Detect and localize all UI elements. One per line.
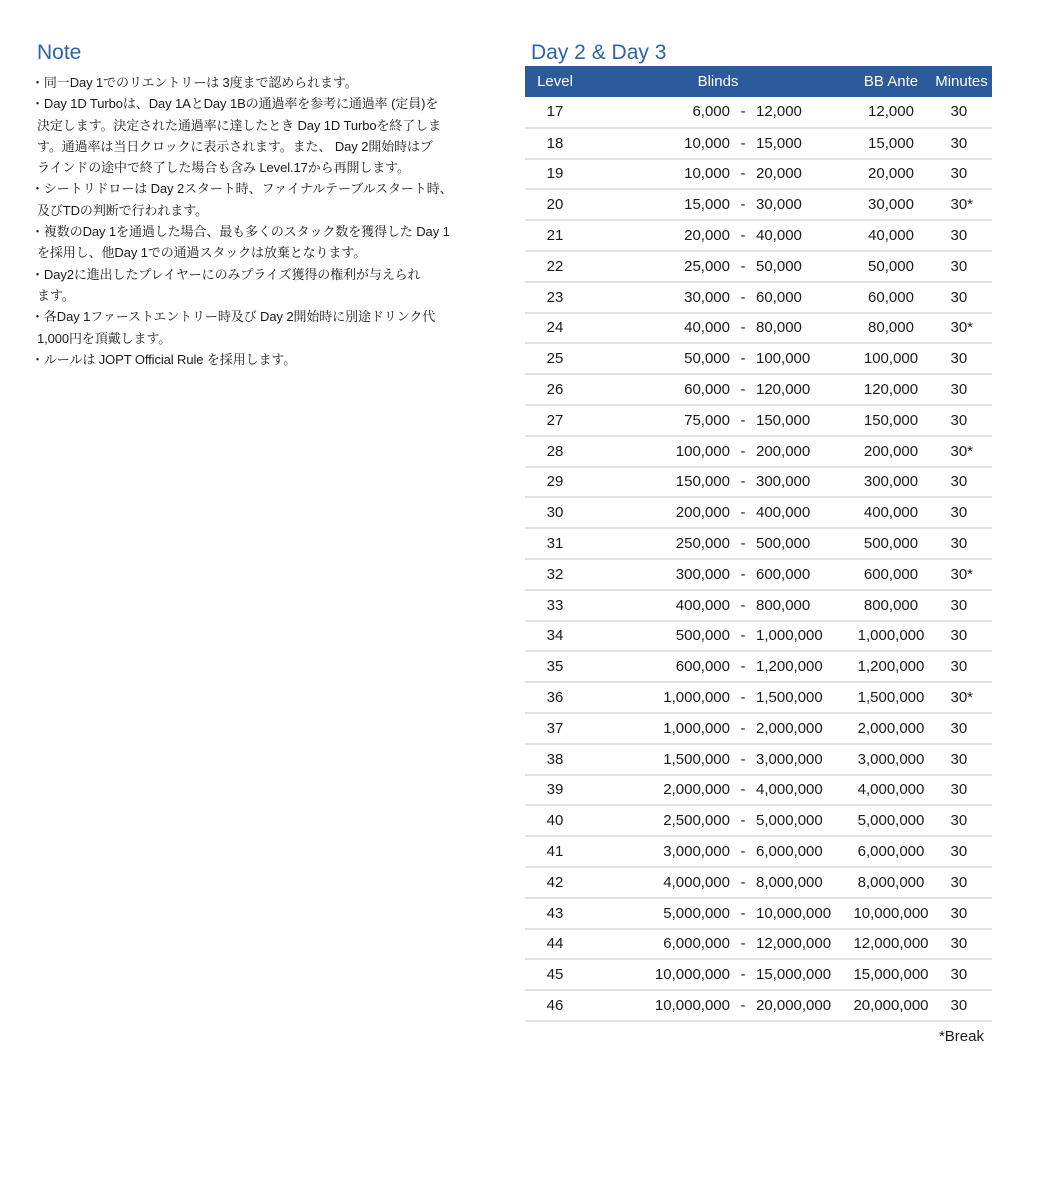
- table-row: [525, 497, 992, 528]
- small-blind-cell: 10,000: [684, 134, 730, 152]
- minutes-value: 30: [950, 473, 968, 491]
- big-blind-cell: 3,000,000: [756, 750, 823, 768]
- level-cell: 30: [546, 504, 564, 522]
- minutes-value: 30*: [950, 689, 974, 707]
- small-blind-cell: 5,000,000: [663, 904, 730, 922]
- level-cell: 21: [546, 227, 564, 245]
- blinds-separator: -: [740, 442, 746, 460]
- table-row: [525, 898, 992, 929]
- small-blind-cell: 60,000: [684, 381, 730, 399]
- blinds-separator: -: [740, 627, 746, 645]
- small-blind-cell: 10,000,000: [654, 997, 730, 1014]
- small-blind-cell: 2,500,000: [663, 812, 730, 830]
- bb-ante-cell: 150,000: [863, 411, 919, 429]
- blinds-separator: -: [740, 165, 746, 183]
- minutes-value: 30: [950, 504, 968, 522]
- level-cell: 22: [546, 257, 564, 275]
- big-blind-cell: 12,000,000: [756, 935, 832, 953]
- minutes-value: 30: [950, 165, 968, 183]
- small-blind-cell: 1,000,000: [663, 719, 730, 737]
- table-row: [525, 651, 992, 682]
- minutes-cell: [931, 682, 992, 713]
- blinds-separator: -: [740, 689, 746, 707]
- big-blind-cell: 30,000: [756, 196, 802, 214]
- note-line: ます。: [37, 287, 75, 303]
- level-cell: 44: [546, 935, 564, 953]
- small-blind-cell: 600,000: [675, 658, 730, 676]
- big-blind-cell: 6,000,000: [756, 843, 823, 861]
- blinds-separator: -: [740, 781, 746, 799]
- bb-ante-cell: 300,000: [863, 473, 919, 491]
- note-line: ・同一Day 1でのリエントリーは 3度まで認められます。: [31, 75, 358, 90]
- table-row: [525, 590, 992, 621]
- minutes-cell: [931, 590, 992, 621]
- big-blind-cell: 300,000: [756, 473, 811, 491]
- minutes-cell: [931, 805, 992, 836]
- minutes-cell: [931, 374, 992, 405]
- big-blind-cell: 400,000: [756, 504, 811, 522]
- minutes-cell: [931, 189, 992, 220]
- minutes-value: 30: [950, 411, 968, 429]
- minutes-value: 30: [950, 935, 968, 953]
- bb-ante-cell: 60,000: [868, 288, 914, 306]
- small-blind-cell: 10,000,000: [654, 966, 730, 984]
- small-blind-cell: 500,000: [675, 627, 730, 645]
- big-blind-cell: 1,200,000: [756, 658, 823, 676]
- minutes-cell: [931, 282, 992, 313]
- table-row: [525, 713, 992, 744]
- small-blind-cell: 100,000: [675, 442, 730, 460]
- bb-ante-cell: 15,000,000: [853, 966, 929, 984]
- blinds-separator: -: [740, 103, 746, 121]
- small-blind-cell: 1,000,000: [663, 689, 730, 707]
- blinds-separator: -: [740, 504, 746, 522]
- table-row: [525, 744, 992, 775]
- note-line: す。通過率は当日クロックに表示されます。また、 Day 2開始時はブ: [37, 138, 433, 154]
- level-cell: 39: [546, 781, 564, 799]
- table-row: [525, 128, 992, 159]
- minutes-cell: [931, 713, 992, 744]
- big-blind-cell: 800,000: [756, 596, 811, 614]
- small-blind-cell: 300,000: [675, 565, 730, 583]
- break-footnote: *Break: [938, 1027, 984, 1045]
- note-section: [31, 40, 507, 370]
- table-row: [525, 621, 992, 652]
- blinds-separator: -: [740, 535, 746, 553]
- table-row: [525, 159, 992, 190]
- bb-ante-cell: 30,000: [868, 196, 914, 214]
- level-cell: 28: [546, 442, 564, 460]
- small-blind-cell: 20,000: [684, 227, 730, 245]
- blinds-separator: -: [740, 658, 746, 676]
- minutes-value: 30*: [950, 196, 974, 214]
- table-row: [525, 867, 992, 898]
- note-line: ・複数のDay 1を通過した場合、最も多くのスタック数を獲得した Day 1: [31, 224, 450, 240]
- note-line: ・ルールは JOPT Official Rule を採用します。: [31, 351, 297, 367]
- blinds-separator: -: [740, 319, 746, 337]
- note-line: ・各Day 1ファーストエントリー時及び Day 2開始時に別途ドリンク代: [31, 309, 436, 325]
- blinds-separator: -: [740, 196, 746, 214]
- header-row: [525, 66, 992, 97]
- level-cell: 35: [546, 658, 564, 676]
- bb-ante-cell: 4,000,000: [857, 781, 925, 799]
- header-bb-ante: BB Ante: [863, 73, 919, 90]
- blinds-separator: -: [740, 750, 746, 768]
- minutes-value: 30: [950, 658, 968, 676]
- blinds-separator: -: [740, 997, 746, 1014]
- bb-ante-cell: 120,000: [863, 381, 919, 399]
- bb-ante-cell: 40,000: [868, 227, 914, 245]
- blinds-separator: -: [740, 596, 746, 614]
- table-row: [525, 467, 992, 498]
- table-row: [525, 343, 992, 374]
- minutes-value: 30: [950, 966, 968, 984]
- blinds-separator: -: [740, 350, 746, 368]
- bb-ante-cell: 12,000: [868, 103, 914, 121]
- minutes-value: 30: [950, 627, 968, 645]
- big-blind-cell: 50,000: [756, 257, 802, 275]
- level-cell: 46: [546, 997, 564, 1014]
- note-line: ・Day2に進出したプレイヤーにのみプライズ獲得の権利が与えられ: [31, 266, 421, 282]
- blinds-separator: -: [740, 873, 746, 891]
- big-blind-cell: 500,000: [756, 535, 811, 553]
- table-row: [525, 189, 992, 220]
- table-body: [525, 97, 992, 1021]
- minutes-cell: [931, 559, 992, 590]
- minutes-value: 30: [950, 134, 968, 152]
- big-blind-cell: 20,000,000: [756, 997, 832, 1014]
- minutes-cell: [931, 128, 992, 159]
- bb-ante-cell: 800,000: [863, 596, 919, 614]
- blinds-separator: -: [740, 411, 746, 429]
- table-row: [525, 220, 992, 251]
- bb-ante-cell: 400,000: [863, 504, 919, 522]
- small-blind-cell: 40,000: [684, 319, 730, 337]
- big-blind-cell: 15,000: [756, 134, 802, 152]
- small-blind-cell: 2,000,000: [663, 781, 730, 799]
- minutes-cell: [931, 313, 992, 344]
- level-cell: 18: [546, 134, 564, 152]
- big-blind-cell: 150,000: [756, 411, 811, 429]
- level-cell: 27: [546, 411, 564, 429]
- level-cell: 45: [546, 966, 564, 984]
- minutes-value: 30: [950, 812, 968, 830]
- small-blind-cell: 25,000: [684, 257, 730, 275]
- table-row: [525, 528, 992, 559]
- level-cell: 33: [546, 596, 564, 614]
- bb-ante-cell: 600,000: [863, 565, 919, 583]
- bb-ante-cell: 1,200,000: [857, 658, 925, 676]
- minutes-cell: [931, 528, 992, 559]
- bb-ante-cell: 1,000,000: [857, 627, 925, 645]
- table-row: [525, 374, 992, 405]
- minutes-value: 30: [950, 535, 968, 553]
- blinds-separator: -: [740, 904, 746, 922]
- table-header: [525, 66, 992, 97]
- level-cell: 43: [546, 904, 564, 922]
- level-cell: 17: [546, 103, 564, 121]
- table-row: [525, 282, 992, 313]
- big-blind-cell: 200,000: [756, 442, 811, 460]
- minutes-cell: [931, 990, 992, 1021]
- minutes-value: 30: [950, 381, 968, 399]
- blind-schedule-section: [525, 40, 992, 1045]
- minutes-value: 30: [950, 997, 968, 1014]
- level-cell: 25: [546, 350, 564, 368]
- small-blind-cell: 400,000: [675, 596, 730, 614]
- table-row: [525, 682, 992, 713]
- small-blind-cell: 30,000: [684, 288, 730, 306]
- note-line: を採用し、他Day 1での通過スタックは放棄となります。: [37, 245, 367, 261]
- level-cell: 32: [546, 565, 564, 583]
- bb-ante-cell: 20,000: [868, 165, 914, 183]
- note-line: 1,000円を頂戴します。: [37, 330, 172, 346]
- big-blind-cell: 120,000: [756, 381, 811, 399]
- big-blind-cell: 20,000: [756, 165, 802, 183]
- blinds-separator: -: [740, 381, 746, 399]
- blinds-separator: -: [740, 257, 746, 275]
- minutes-value: 30: [950, 103, 968, 121]
- small-blind-cell: 75,000: [684, 411, 730, 429]
- bb-ante-cell: 2,000,000: [857, 719, 925, 737]
- level-cell: 29: [546, 473, 564, 491]
- minutes-value: 30*: [950, 319, 974, 337]
- big-blind-cell: 1,500,000: [756, 689, 823, 707]
- note-lines: [31, 72, 507, 370]
- minutes-cell: [931, 97, 992, 128]
- big-blind-cell: 2,000,000: [756, 719, 823, 737]
- minutes-value: 30: [950, 257, 968, 275]
- level-cell: 23: [546, 288, 564, 306]
- minutes-cell: [931, 898, 992, 929]
- bb-ante-cell: 12,000,000: [853, 935, 929, 953]
- level-cell: 34: [546, 627, 564, 645]
- bb-ante-cell: 100,000: [863, 350, 919, 368]
- table-row: [525, 251, 992, 282]
- table-row: [525, 959, 992, 990]
- blinds-separator: -: [740, 288, 746, 306]
- small-blind-cell: 6,000,000: [663, 935, 730, 953]
- minutes-value: 30: [950, 904, 968, 922]
- big-blind-cell: 5,000,000: [756, 812, 823, 830]
- blinds-separator: -: [740, 134, 746, 152]
- blinds-separator: -: [740, 966, 746, 984]
- small-blind-cell: 250,000: [675, 535, 730, 553]
- minutes-cell: [931, 497, 992, 528]
- minutes-cell: [931, 159, 992, 190]
- small-blind-cell: 50,000: [684, 350, 730, 368]
- minutes-value: 30: [950, 719, 968, 737]
- table-row: [525, 313, 992, 344]
- big-blind-cell: 60,000: [756, 288, 802, 306]
- bb-ante-cell: 6,000,000: [857, 843, 925, 861]
- note-line: ・Day 1D Turboは、Day 1AとDay 1Bの通過率を参考に通過率 (定員)を: [31, 96, 439, 112]
- table-row: [525, 97, 992, 128]
- big-blind-cell: 1,000,000: [756, 627, 823, 645]
- bb-ante-cell: 200,000: [863, 442, 919, 460]
- minutes-cell: [931, 220, 992, 251]
- big-blind-cell: 8,000,000: [756, 873, 823, 891]
- level-cell: 24: [546, 319, 564, 337]
- minutes-value: 30: [950, 227, 968, 245]
- small-blind-cell: 3,000,000: [663, 843, 730, 861]
- blinds-separator: -: [740, 843, 746, 861]
- minutes-value: 30: [950, 288, 968, 306]
- level-cell: 36: [546, 689, 564, 707]
- bb-ante-cell: 1,500,000: [857, 689, 925, 707]
- big-blind-cell: 100,000: [756, 350, 811, 368]
- table-row: [525, 929, 992, 960]
- big-blind-cell: 10,000,000: [756, 904, 832, 922]
- big-blind-cell: 15,000,000: [756, 966, 832, 984]
- bb-ante-cell: 8,000,000: [857, 873, 925, 891]
- level-cell: 38: [546, 750, 564, 768]
- minutes-cell: [931, 251, 992, 282]
- table-row: [525, 775, 992, 806]
- blinds-separator: -: [740, 935, 746, 953]
- level-cell: 37: [546, 719, 564, 737]
- minutes-value: 30*: [950, 442, 974, 460]
- bb-ante-cell: 500,000: [863, 535, 919, 553]
- small-blind-cell: 1,500,000: [663, 750, 730, 768]
- minutes-cell: [931, 744, 992, 775]
- big-blind-cell: 12,000: [756, 103, 802, 121]
- table-row: [525, 990, 992, 1021]
- bb-ante-cell: 10,000,000: [853, 904, 929, 922]
- minutes-cell: [931, 836, 992, 867]
- small-blind-cell: 10,000: [684, 165, 730, 183]
- table-row: [525, 436, 992, 467]
- small-blind-cell: 15,000: [684, 196, 730, 214]
- bb-ante-cell: 3,000,000: [857, 750, 925, 768]
- table-row: [525, 405, 992, 436]
- small-blind-cell: 4,000,000: [663, 873, 730, 891]
- minutes-cell: [931, 467, 992, 498]
- bb-ante-cell: 20,000,000: [853, 997, 929, 1014]
- bb-ante-cell: 5,000,000: [857, 812, 925, 830]
- table-row: [525, 836, 992, 867]
- table-row: [525, 805, 992, 836]
- small-blind-cell: 150,000: [675, 473, 730, 491]
- minutes-cell: [931, 436, 992, 467]
- minutes-value: 30: [950, 350, 968, 368]
- minutes-value: 30: [950, 843, 968, 861]
- minutes-cell: [931, 775, 992, 806]
- big-blind-cell: 40,000: [756, 227, 802, 245]
- small-blind-cell: 6,000: [692, 103, 730, 121]
- note-line: ・シートリドローは Day 2スタート時、ファイナルテーブルスタート時、: [31, 181, 453, 197]
- blind-schedule-table: [525, 66, 992, 1022]
- level-cell: 20: [546, 196, 564, 214]
- header-blinds: Blinds: [697, 73, 739, 90]
- minutes-cell: [931, 343, 992, 374]
- level-cell: 41: [546, 843, 564, 861]
- small-blind-cell: 200,000: [675, 504, 730, 522]
- note-line: ラインドの途中で終了した場合も含み Level.17から再開します。: [37, 160, 410, 176]
- level-cell: 40: [546, 812, 564, 830]
- level-cell: 26: [546, 381, 564, 399]
- big-blind-cell: 600,000: [756, 565, 811, 583]
- minutes-cell: [931, 959, 992, 990]
- minutes-cell: [931, 929, 992, 960]
- bb-ante-cell: 50,000: [868, 257, 914, 275]
- blinds-separator: -: [740, 719, 746, 737]
- blinds-separator: -: [740, 473, 746, 491]
- minutes-cell: [931, 867, 992, 898]
- minutes-value: 30: [950, 873, 968, 891]
- minutes-cell: [931, 651, 992, 682]
- minutes-value: 30: [950, 750, 968, 768]
- bb-ante-cell: 15,000: [868, 134, 914, 152]
- minutes-value: 30: [950, 781, 968, 799]
- bb-ante-cell: 80,000: [868, 319, 914, 337]
- big-blind-cell: 80,000: [756, 319, 802, 337]
- note-title: Note: [37, 41, 82, 64]
- table-row: [525, 559, 992, 590]
- blinds-separator: -: [740, 565, 746, 583]
- note-line: 及びTDの判断で行われます。: [37, 202, 208, 218]
- schedule-title: Day 2 & Day 3: [531, 41, 667, 64]
- level-cell: 42: [546, 873, 564, 891]
- level-cell: 19: [546, 165, 564, 183]
- minutes-cell: [931, 621, 992, 652]
- minutes-cell: [931, 405, 992, 436]
- level-cell: 31: [546, 535, 564, 553]
- blinds-separator: -: [740, 812, 746, 830]
- note-line: 決定します。決定された通過率に達したとき Day 1D Turboを終了しま: [37, 117, 441, 133]
- header-level: Level: [537, 73, 573, 90]
- header-minutes: Minutes: [935, 73, 988, 90]
- minutes-value: 30: [950, 596, 968, 614]
- minutes-value: 30*: [950, 565, 974, 583]
- blinds-separator: -: [740, 227, 746, 245]
- big-blind-cell: 4,000,000: [756, 781, 823, 799]
